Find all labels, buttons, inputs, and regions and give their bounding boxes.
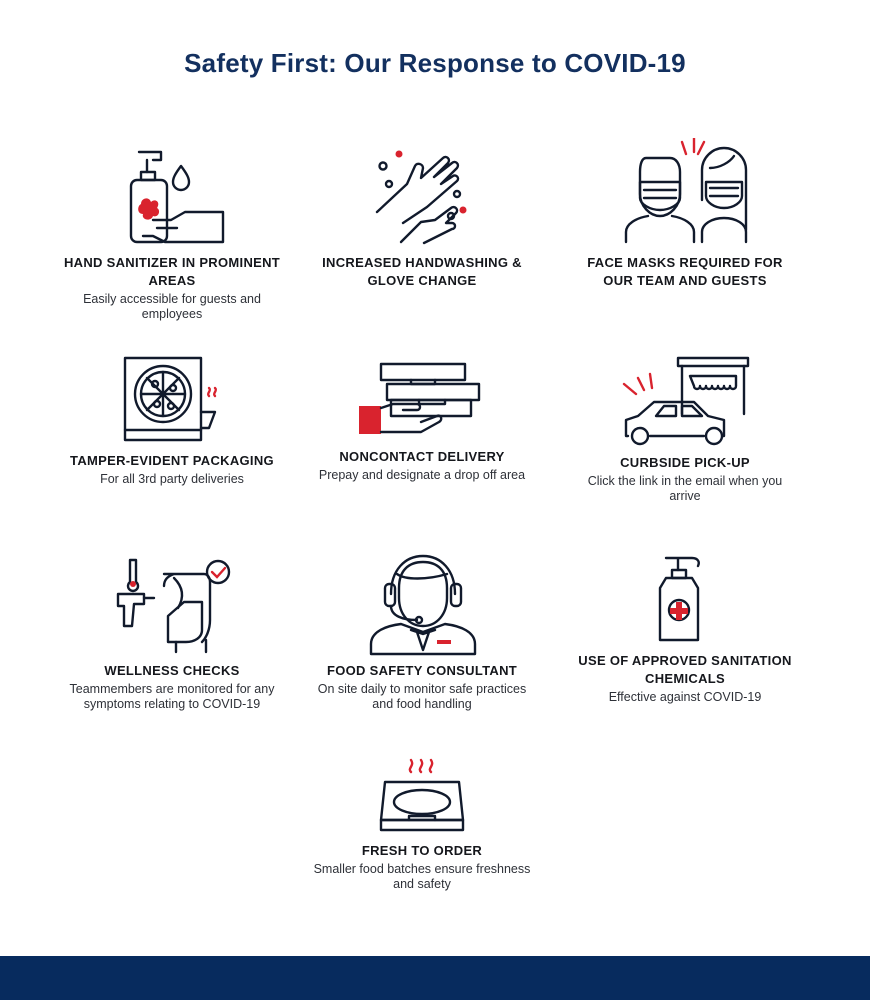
item-tamper-evident <box>62 356 282 487</box>
delivery-boxes-icon <box>357 362 487 442</box>
item-face-masks <box>575 138 795 292</box>
item-label: INCREASED HANDWASHING & GLOVE CHANGE <box>322 255 522 288</box>
hot-food-tray-icon <box>367 756 477 836</box>
thermometer-check-icon <box>112 556 232 656</box>
item-desc: Click the link in the email when you arrive <box>587 474 783 503</box>
item-wellness-checks <box>62 556 282 712</box>
item-label: FOOD SAFETY CONSULTANT <box>326 663 518 678</box>
item-handwashing <box>312 148 532 292</box>
item-sanitation-chemicals <box>575 554 795 705</box>
pizza-box-icon <box>117 356 227 446</box>
item-desc: Teammembers are monitored for any symptoms relating to COVID-19 <box>69 682 275 711</box>
item-food-safety-consultant <box>312 544 532 712</box>
hand-sanitizer-icon <box>117 148 227 248</box>
item-label: HAND SANITIZER IN PROMINENT AREAS <box>63 255 281 288</box>
item-desc: Prepay and designate a drop off area <box>318 468 526 482</box>
sanitation-bottle-icon <box>630 554 740 646</box>
item-label: NONCONTACT DELIVERY <box>339 449 505 464</box>
item-desc: Smaller food batches ensure freshness and safety <box>313 862 531 891</box>
item-label: USE OF APPROVED SANITATION CHEMICALS <box>578 653 792 686</box>
item-noncontact-delivery <box>312 362 532 483</box>
item-label: FACE MASKS REQUIRED FOR OUR TEAM AND GUESTS <box>587 255 783 288</box>
consultant-headset-icon <box>367 544 477 656</box>
item-desc: Easily accessible for guests and employees <box>83 292 261 321</box>
item-hand-sanitizer <box>62 148 282 322</box>
item-label: WELLNESS CHECKS <box>104 663 240 678</box>
item-desc: For all 3rd party deliveries <box>100 472 244 486</box>
face-masks-icon <box>620 138 750 248</box>
item-curbside <box>575 356 795 504</box>
item-label: CURBSIDE PICK-UP <box>620 455 750 470</box>
item-desc: On site daily to monitor safe practices and food handling <box>317 682 527 711</box>
item-label: TAMPER-EVIDENT PACKAGING <box>70 453 274 468</box>
item-label: FRESH TO ORDER <box>361 843 483 858</box>
item-fresh-to-order <box>312 756 532 892</box>
footer-bar <box>0 956 870 1000</box>
page-title: Safety First: Our Response to COVID-19 <box>184 48 686 78</box>
curbside-car-icon <box>620 356 750 448</box>
handwashing-icon <box>367 148 477 248</box>
item-desc: Effective against COVID-19 <box>608 690 762 704</box>
